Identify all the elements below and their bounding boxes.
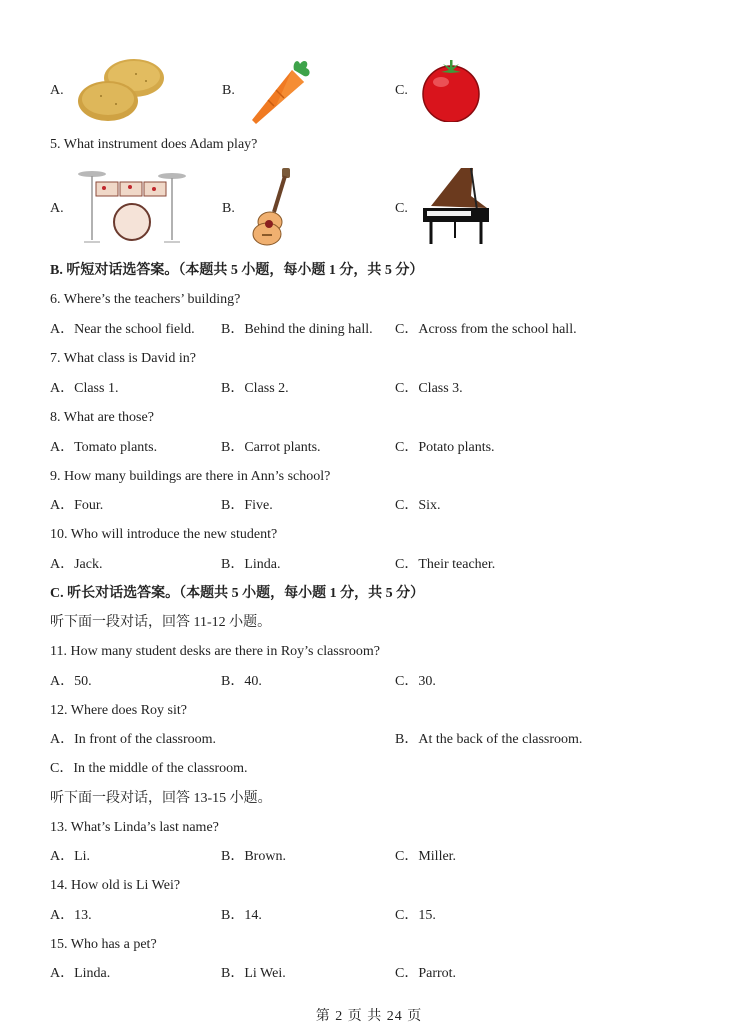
- q15-option-a: A．Linda.: [50, 966, 111, 981]
- q6-option-c: C．Across from the school hall.: [395, 322, 577, 337]
- q10-option-a: A．Jack.: [50, 557, 103, 572]
- q11-option-a: A．50.: [50, 674, 92, 689]
- q13-option-b: B．Brown.: [221, 849, 286, 864]
- question-5: 5. What instrument does Adam play?: [50, 137, 258, 152]
- q8-option-c: C．Potato plants.: [395, 440, 495, 455]
- drum-kit-image: [76, 170, 192, 246]
- q6-option-a: A．Near the school field.: [50, 322, 195, 337]
- tomato-image: [419, 58, 483, 122]
- section-b-heading: B. 听短对话选答案。（本题共 5 小题，每小题 1 分，共 5 分）: [50, 263, 424, 278]
- q9-option-a: A．Four.: [50, 498, 104, 513]
- q15-option-b: B．Li Wei.: [221, 966, 286, 981]
- section-c-heading: C. 听长对话选答案。（本题共 5 小题，每小题 1 分，共 5 分）: [50, 586, 425, 601]
- q14-option-b: B．14.: [221, 908, 262, 923]
- carrot-image: [246, 56, 312, 126]
- q9-option-c: C．Six.: [395, 498, 441, 513]
- question-7: 7. What class is David in?: [50, 351, 196, 366]
- option-label: A.: [50, 83, 64, 98]
- question-11: 11. How many student desks are there in Roy’s classroom?: [50, 644, 380, 659]
- dialogue-intro-13-15: 听下面一段对话，回答 13-15 小题。: [50, 791, 272, 806]
- question-15: 15. Who has a pet?: [50, 937, 157, 952]
- question-12: 12. Where does Roy sit?: [50, 703, 187, 718]
- q11-option-c: C．30.: [395, 674, 436, 689]
- option-label: B.: [222, 201, 235, 216]
- question-14: 14. How old is Li Wei?: [50, 878, 181, 893]
- question-6: 6. Where’s the teachers’ building?: [50, 292, 241, 307]
- q11-option-b: B．40.: [221, 674, 262, 689]
- option-label: C.: [395, 83, 408, 98]
- option-label: C.: [395, 201, 408, 216]
- q13-option-c: C．Miller.: [395, 849, 457, 864]
- question-9: 9. How many buildings are there in Ann’s school?: [50, 469, 331, 484]
- q6-option-b: B．Behind the dining hall.: [221, 322, 373, 337]
- q12-option-b: B．At the back of the classroom.: [395, 732, 583, 747]
- option-label: A.: [50, 201, 64, 216]
- q7-option-c: C．Class 3.: [395, 381, 463, 396]
- dialogue-intro-11-12: 听下面一段对话，回答 11-12 小题。: [50, 615, 272, 630]
- guitar-image: [252, 168, 296, 246]
- q15-option-c: C．Parrot.: [395, 966, 457, 981]
- q10-option-c: C．Their teacher.: [395, 557, 496, 572]
- q9-option-b: B．Five.: [221, 498, 273, 513]
- q8-option-a: A．Tomato plants.: [50, 440, 158, 455]
- page-number-footer: 第 2 页 共 24 页: [315, 1009, 423, 1024]
- q7-option-a: A．Class 1.: [50, 381, 119, 396]
- question-8: 8. What are those?: [50, 410, 154, 425]
- option-label: B.: [222, 83, 235, 98]
- q12-option-c: C．In the middle of the classroom.: [50, 761, 248, 776]
- q10-option-b: B．Linda.: [221, 557, 281, 572]
- q8-option-b: B．Carrot plants.: [221, 440, 321, 455]
- q7-option-b: B．Class 2.: [221, 381, 289, 396]
- q14-option-c: C．15.: [395, 908, 436, 923]
- piano-image: [421, 166, 493, 246]
- q12-option-a: A．In front of the classroom.: [50, 732, 217, 747]
- q14-option-a: A．13.: [50, 908, 92, 923]
- q13-option-a: A．Li.: [50, 849, 91, 864]
- question-13: 13. What’s Linda’s last name?: [50, 820, 219, 835]
- question-10: 10. Who will introduce the new student?: [50, 527, 278, 542]
- potatoes-image: [76, 56, 166, 124]
